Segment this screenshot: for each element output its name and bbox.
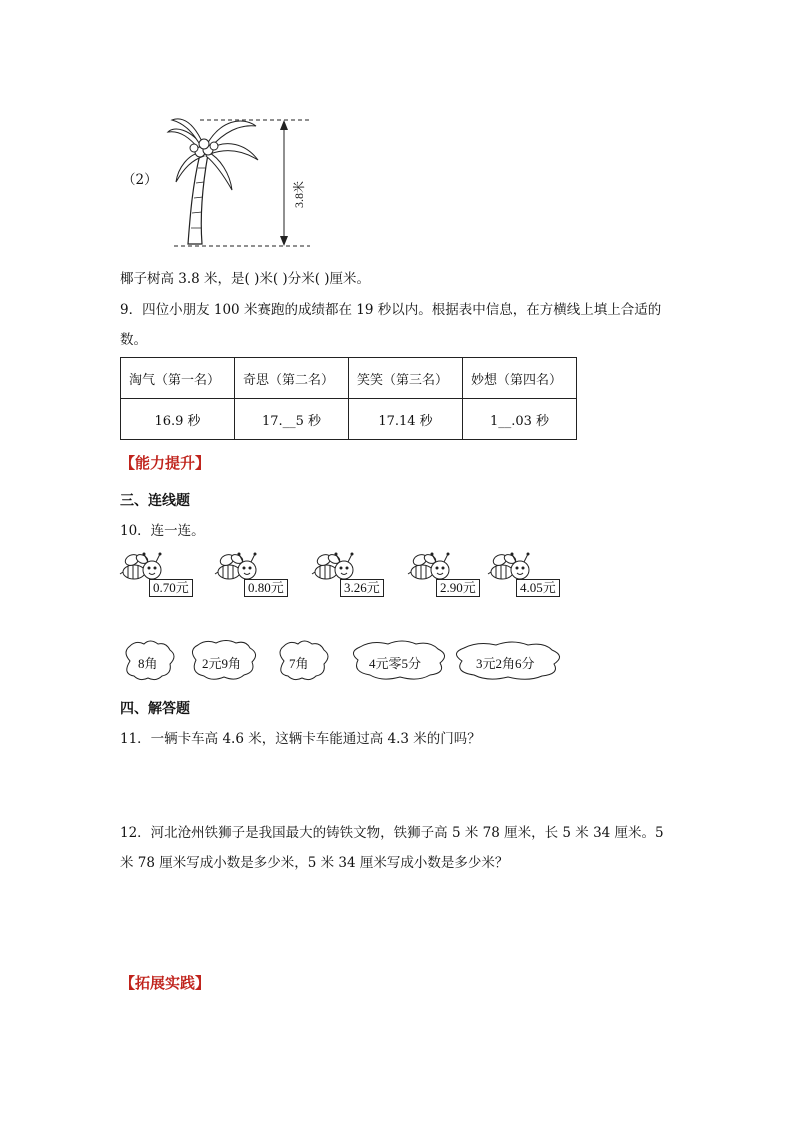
table-header-cell: 淘气（第一名） [121, 358, 235, 399]
section3-title: 三、连线题 [120, 493, 190, 509]
price-tag[interactable]: 3.26元 [340, 579, 384, 597]
table-cell: 1__.03 秒 [463, 399, 577, 440]
race-results-table [120, 357, 577, 440]
price-tag[interactable]: 4.05元 [516, 579, 560, 597]
q8-part-label: （2） [122, 172, 158, 188]
tree-height-label: 3.8米 [292, 180, 306, 208]
bee-icon [215, 553, 257, 580]
price-tag[interactable]: 0.80元 [244, 579, 288, 597]
flower-label[interactable]: 3元2角6分 [476, 656, 535, 671]
section-ability-heading: 【能力提升】 [120, 454, 211, 472]
flower-label[interactable]: 7角 [289, 656, 309, 671]
q11-text: 11．一辆卡车高 4.6 米，这辆卡车能通过高 4.3 米的门吗？ [120, 731, 481, 747]
price-tag[interactable]: 2.90元 [436, 579, 480, 597]
q9-text-line1: 9．四位小朋友 100 米赛跑的成绩都在 19 秒以内。根据表中信息，在方横线上填上合适的 [120, 302, 662, 318]
bee-icon [312, 553, 354, 580]
bee-icon [120, 553, 162, 580]
tree-height-label-box [288, 170, 312, 210]
section-extend-heading: 【拓展实践】 [120, 974, 211, 992]
table-header-cell: 笑笑（第三名） [349, 358, 463, 399]
flower-label[interactable]: 8角 [138, 656, 158, 671]
bee-icon [408, 553, 450, 580]
flower-label[interactable]: 2元9角 [202, 656, 242, 671]
q10-text: 10．连一连。 [120, 523, 205, 539]
table-header-cell: 奇思（第二名） [235, 358, 349, 399]
q9-text-line2: 数。 [120, 332, 147, 348]
table-cell: 17.__5 秒 [235, 399, 349, 440]
q8-sentence: 椰子树高 3.8 米，是( )米( )分米( )厘米。 [120, 271, 371, 287]
table-header-row [121, 358, 577, 399]
table-cell: 17.14 秒 [349, 399, 463, 440]
q12-text-line1: 12．河北沧州铁狮子是我国最大的铸铁文物，铁狮子高 5 米 78 厘米，长 5 米 34 厘米。5 [120, 825, 664, 841]
table-cell: 16.9 秒 [121, 399, 235, 440]
bee-icon [488, 553, 530, 580]
flower-label[interactable]: 4元零5分 [369, 656, 422, 671]
q12-text-line2: 米 78 厘米写成小数是多少米，5 米 34 厘米写成小数是多少米？ [120, 855, 509, 871]
table-header-cell: 妙想（第四名） [463, 358, 577, 399]
section4-title: 四、解答题 [120, 701, 190, 717]
table-row [121, 399, 577, 440]
price-tag[interactable]: 0.70元 [149, 579, 193, 597]
